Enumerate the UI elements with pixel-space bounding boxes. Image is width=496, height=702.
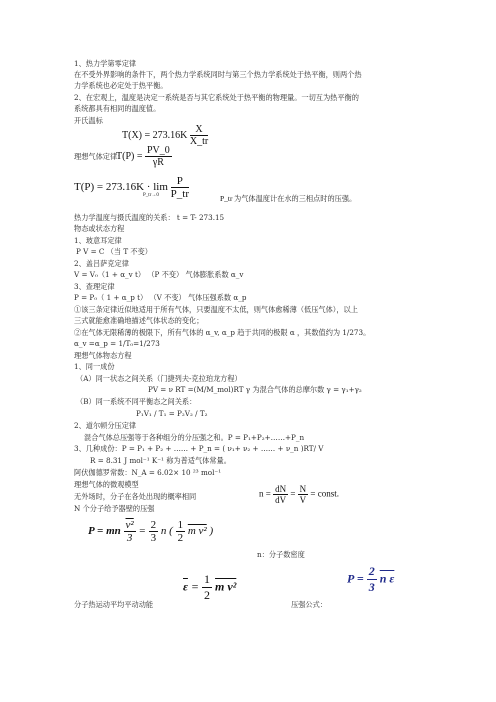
formula-ideal-num: PV_0 <box>146 145 170 156</box>
gas-constant: R = 8.31 J mol⁻¹ K⁻¹ 称为普适气体常量。 <box>90 456 231 465</box>
p2-rhs: n ε <box>379 571 395 586</box>
eps-lhs: $\overline{\varepsilon}$ <box>183 579 188 594</box>
mean-kinetic-energy-label: 分子热运动平均平动动能 <box>74 600 154 609</box>
formula-limit-subscript: P_tr→0 <box>143 193 159 198</box>
eps-num: 1 <box>204 572 211 586</box>
alpha-limit-equation: α_v =α_p = 1/T₀=1/273 <box>74 339 160 348</box>
formula-ideal-lhs: T(P) = <box>116 150 143 162</box>
formula-ideal-den: γR <box>152 157 164 168</box>
paragraph-line: 在不受外界影响的条件下，两个热力学系统同时与第三个热力学系统处于热平衡，则两个热 <box>74 70 362 79</box>
pressure-formula-label: 压强公式： <box>291 600 327 609</box>
density-den-1: dV <box>275 495 287 505</box>
formula-pressure-energy <box>347 564 394 595</box>
heading-gay-lussac-law: 2、盖吕萨克定律 <box>74 259 129 268</box>
density-num-2: N <box>299 484 307 494</box>
pressure-2: 2 <box>150 519 157 531</box>
heading-microscopic-model: 理想气体的微观模型 <box>74 480 139 489</box>
charles-law-equation: P = P₀（ 1 + α_p t） （V 不变） 气体压强系数 α_p <box>74 293 247 302</box>
pressure-3: 3 <box>126 532 133 544</box>
heading-zeroth-law: 1、热力学第零定律 <box>74 59 137 68</box>
eps-den: 2 <box>204 588 211 602</box>
pressure-v2: v² <box>125 519 134 531</box>
p2-den: 3 <box>368 580 375 594</box>
wall-pressure-statement: N 个分子给予器壁的压强 <box>74 504 155 513</box>
pressure-mv2: m v² <box>187 525 207 538</box>
subheading-same-state: （A）同一状态之间关系（门捷列夫-克拉珀龙方程） <box>76 374 242 383</box>
paragraph-line: 系统都具有相同的温度值。 <box>74 104 161 113</box>
pressure-half-den: 2 <box>177 532 184 544</box>
pressure-lhs: P = mn <box>88 525 121 538</box>
heading-charles-law: 3、查理定律 <box>74 282 115 291</box>
pressure-n: n ( <box>160 525 173 538</box>
heading-same-composition: 1、同一成份 <box>74 362 115 371</box>
equal-probability-statement: 无外场时，分子在各处出现的概率相同 <box>74 492 197 501</box>
formula-kelvin <box>122 124 208 147</box>
dalton-law-statement: 混合气体总压强等于各种组分的分压强之和。P = P₁+P₂+……+P_n <box>84 433 305 442</box>
note-one-line: 三式就能愈准确地描述气体状态的变化； <box>74 316 204 325</box>
density-frac-2 <box>298 484 309 505</box>
gay-lussac-equation: V = V₀（1 + α_v t） （P 不变） 气体膨胀系数 α_v <box>74 270 244 279</box>
label-kelvin-scale: 开氏温标 <box>74 116 103 125</box>
formula-kelvin-lhs: T(X) = 273.16K <box>122 129 188 141</box>
heading-boyle-law: 1、玻意耳定律 <box>74 236 122 245</box>
pressure-3b: 3 <box>150 532 157 544</box>
formula-kelvin-fraction <box>190 124 208 147</box>
heading-dalton-law: 2、道尔顿分压定律 <box>74 421 137 430</box>
formula-limit <box>74 175 189 200</box>
p2-frac <box>367 564 377 595</box>
formula-pressure <box>88 519 213 544</box>
formula-number-density: n = $\frac{dN}{dV}$ = $\frac{N}{V}$ = const. <box>259 484 339 505</box>
pressure-half-num: 1 <box>177 519 184 531</box>
clapeyron-equation: PV = ν RT =(M/M_mol)RT γ 为混合气体的总摩尔数 γ = γ₁+γ₂ <box>148 385 362 394</box>
formula-kelvin-den: X_tr <box>189 136 209 147</box>
pressure-close: ) <box>209 525 214 538</box>
pressure-eq: = <box>138 525 149 538</box>
label-ideal-gas-law: 理想气体定律： <box>74 152 125 161</box>
formula-ideal-gas <box>116 145 172 168</box>
ptr-description: 为气体温度计在水的三相点时的压强。 <box>234 194 357 203</box>
pressure-frac-2-3 <box>149 519 159 544</box>
eps-eq: = <box>190 579 200 594</box>
formula-limit-num: P <box>171 175 189 188</box>
heading-ideal-gas-equation: 理想气体物态方程 <box>74 351 132 360</box>
formula-ideal-fraction <box>145 145 172 168</box>
density-den-2: V <box>299 495 307 505</box>
avogadro-constant: 阿伏伽德罗常数：N_A = 6.02× 10 ²³ mol⁻¹ <box>74 468 222 477</box>
formula-limit-den: P_tr <box>170 188 189 200</box>
eps-rhs: m v² <box>215 579 237 594</box>
relation-thermo-celsius: 热力学温度与摄氏温度的关系： t = T- 273.15 <box>74 213 225 222</box>
formula-kelvin-num: X <box>190 124 208 136</box>
density-n: n = <box>259 488 271 499</box>
ptr-symbol: P_tr <box>220 194 233 203</box>
number-density-note: n：分子数密度 <box>257 550 305 559</box>
note-one-line: ①该三条定律近似地适用于所有气体，只要温度不太低，则气体愈稀薄（低压气体），以上 <box>74 305 358 314</box>
density-num-1: dN <box>275 484 287 494</box>
pressure-frac-v2 <box>124 519 136 544</box>
density-const: = const. <box>310 488 339 499</box>
p2-lhs: P = <box>347 571 364 586</box>
paragraph-line: 力学系统也必定处于热平衡。 <box>74 81 168 90</box>
formula-mean-kinetic-energy <box>183 572 236 603</box>
eps-frac <box>202 572 212 603</box>
pressure-frac-half <box>176 519 186 544</box>
heading-equation-of-state: 物态或状态方程 <box>74 224 125 233</box>
density-frac-1 <box>273 484 288 505</box>
note-two-line: ②在气体无限稀薄的极限下，所有气体的 α_v, α_p 趋于共同的极限 α ，其数值约为 1/273。 <box>74 328 371 337</box>
combined-gas-equation: P₁V₁ / T₁ = P₂V₂ / T₂ <box>136 409 208 418</box>
p2-num: 2 <box>368 564 375 578</box>
boyle-law-equation: P V = C （当 T 不变） <box>76 247 152 256</box>
multi-component-equation: 3、几种成份：P = P₁ + P₂ + …… + P_n = ( ν₁+ ν₂ + …… + ν_n )RT/ V <box>74 444 324 453</box>
formula-limit-lhs: T(P) = 273.16K · lim <box>74 181 168 194</box>
subheading-different-states: （B）同一系统不同平衡态之间关系： <box>76 397 197 406</box>
paragraph-line: 2、在宏观上，温度是决定一系统是否与其它系统处于热平衡的物理量。一切互为热平衡的 <box>74 93 359 102</box>
formula-limit-fraction <box>171 175 189 200</box>
